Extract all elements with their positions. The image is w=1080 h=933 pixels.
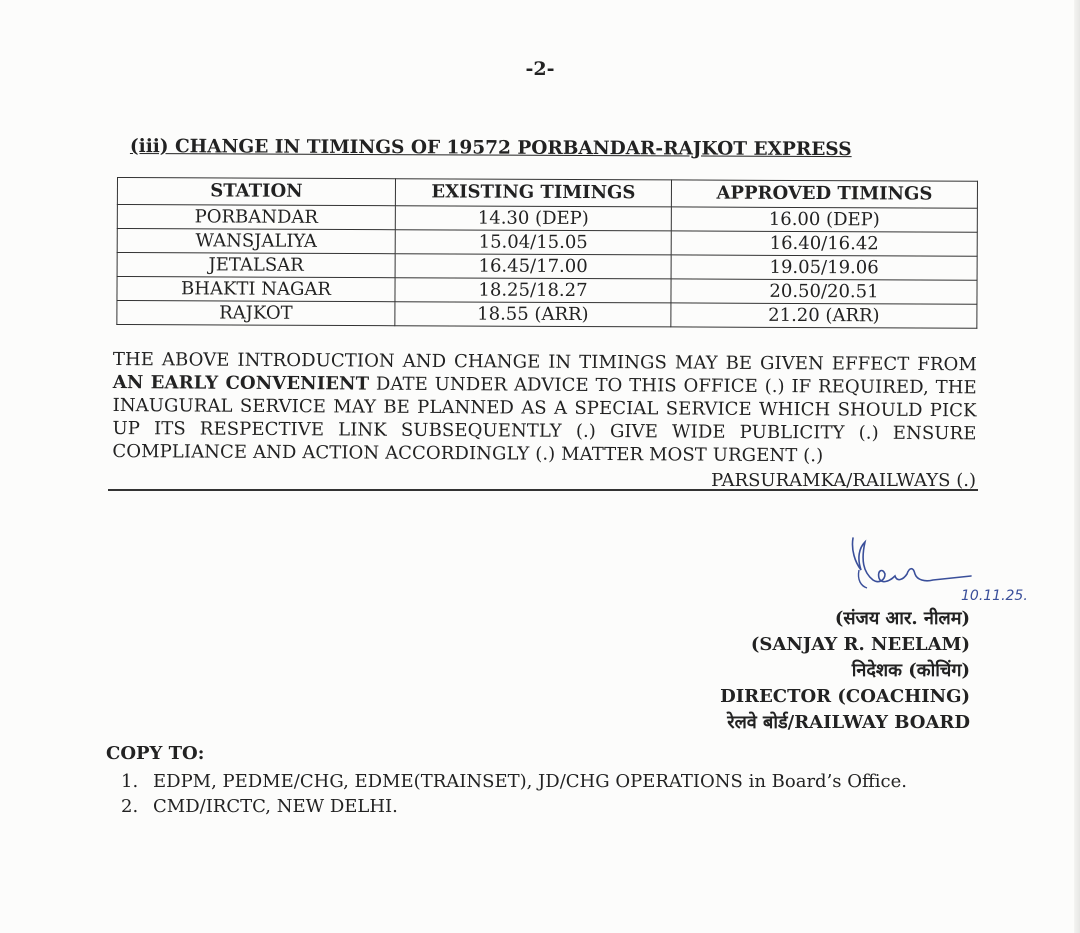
approved-timing-cell: 20.50/20.51: [671, 279, 977, 304]
header-existing-timings: EXISTING TIMINGS: [395, 179, 671, 207]
list-number: 2.: [121, 796, 139, 817]
approved-timing-cell: 21.20 (ARR): [671, 303, 977, 328]
designation: DIRECTOR (COACHING): [720, 686, 970, 707]
station-cell: BHAKTI NAGAR: [117, 277, 395, 302]
paragraph-line: UP ITS RESPECTIVE LINK SUBSEQUENTLY (.) GIVE WIDE PUBLICITY (.) ENSURE: [112, 417, 977, 445]
station-cell: PORBANDAR: [117, 205, 395, 230]
existing-timing-cell: 14.30 (DEP): [395, 206, 671, 231]
instruction-paragraph: [112, 348, 977, 468]
scan-edge: [1074, 0, 1080, 933]
header-station: STATION: [117, 178, 395, 206]
office-name: रेलवे बोर्ड/RAILWAY BOARD: [727, 712, 970, 733]
existing-timing-cell: 18.55 (ARR): [395, 302, 671, 327]
section-heading: (iii) CHANGE IN TIMINGS OF 19572 PORBANDAR-RAJKOT EXPRESS: [129, 136, 852, 161]
signature-date: 10.11.25.: [961, 588, 1028, 604]
paragraph-text: DATE UNDER ADVICE TO THIS OFFICE (.) IF REQUIRED, THE: [375, 373, 977, 399]
list-item: [121, 794, 907, 819]
signatory-name: (SANJAY R. NEELAM): [750, 634, 970, 655]
handwritten-signature: [845, 530, 1035, 610]
approved-timing-cell: 16.40/16.42: [671, 231, 977, 256]
paragraph-line: INAUGURAL SERVICE MAY BE PLANNED AS A SPECIAL SERVICE WHICH SHOULD PICK: [112, 394, 977, 422]
list-item: [121, 769, 907, 794]
station-cell: JETALSAR: [117, 253, 395, 278]
copy-to-list: [121, 769, 907, 819]
table-row: [117, 253, 977, 281]
paragraph-line: COMPLIANCE AND ACTION ACCORDINGLY (.) MATTER MOST URGENT (.): [112, 440, 824, 467]
list-item-text: EDPM, PEDME/CHG, EDME(TRAINSET), JD/CHG OPERATIONS in Board’s Office.: [153, 771, 908, 792]
signatory-name-hindi: (संजय आर. नीलम): [834, 608, 970, 629]
table-header-row: [117, 178, 977, 209]
station-cell: WANSJALIYA: [117, 229, 395, 254]
table-row: [117, 205, 977, 233]
sender-line: PARSURAMKA/RAILWAYS (.): [711, 470, 976, 491]
approved-timing-cell: 19.05/19.06: [671, 255, 977, 280]
timings-table: [116, 177, 978, 329]
paragraph-line: THE ABOVE INTRODUCTION AND CHANGE IN TIMINGS MAY BE GIVEN EFFECT FROM: [112, 348, 977, 376]
station-cell: RAJKOT: [117, 301, 395, 326]
approved-timing-cell: 16.00 (DEP): [671, 207, 977, 232]
table-row: [117, 277, 977, 305]
page-number: -2-: [525, 58, 555, 80]
signatory-block: [720, 606, 970, 736]
header-approved-timings: APPROVED TIMINGS: [671, 180, 977, 208]
existing-timing-cell: 18.25/18.27: [395, 278, 671, 303]
copy-to-heading: COPY TO:: [106, 743, 205, 764]
table-row: [117, 229, 977, 257]
list-item-text: CMD/IRCTC, NEW DELHI.: [153, 796, 398, 817]
existing-timing-cell: 16.45/17.00: [395, 254, 671, 279]
emphasis-text: AN EARLY CONVENIENT: [112, 371, 370, 395]
divider: [108, 489, 978, 491]
table-row: [117, 301, 977, 329]
designation-hindi: निदेशक (कोचिंग): [851, 660, 970, 681]
list-number: 1.: [121, 771, 139, 792]
existing-timing-cell: 15.04/15.05: [395, 230, 671, 255]
